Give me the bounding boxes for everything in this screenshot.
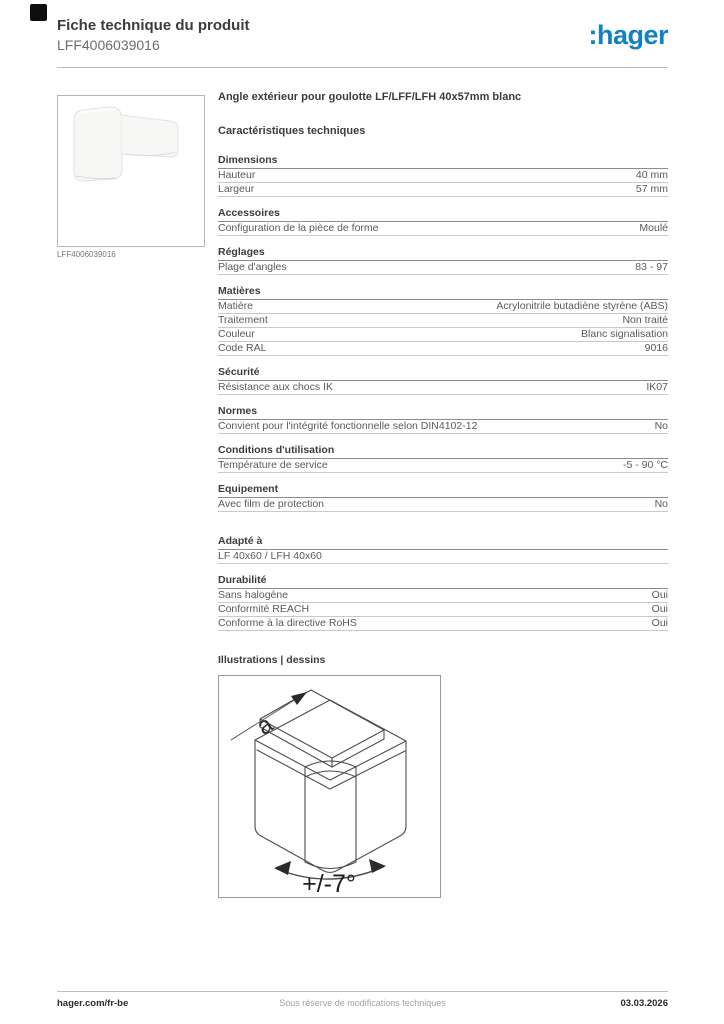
section-title: Caractéristiques techniques	[218, 125, 366, 137]
row-value: Non traité	[622, 314, 668, 326]
spec-row	[218, 420, 668, 434]
row-value: 83 - 97	[635, 261, 668, 273]
row-value: No	[654, 498, 668, 510]
row-label: Configuration de la pièce de forme	[218, 222, 379, 234]
spec-row	[218, 328, 668, 342]
footer-website: hager.com/fr-be	[57, 998, 129, 1009]
spec-row	[218, 183, 668, 197]
group-header: Durabilité	[218, 575, 668, 589]
row-value: IK07	[646, 381, 668, 393]
row-value: Acrylonitrile butadiène styrène (ABS)	[496, 300, 668, 312]
group-header: Matières	[218, 286, 668, 300]
specs-column	[218, 91, 668, 898]
row-label: Hauteur	[218, 169, 256, 181]
row-label: Conforme à la directive RoHS	[218, 617, 357, 629]
group-header: Accessoires	[218, 208, 668, 222]
spec-group	[218, 575, 668, 631]
corner-mark-icon	[30, 4, 47, 21]
product-photo	[57, 95, 205, 247]
spec-row	[218, 381, 668, 395]
product-title: Angle extérieur pour goulotte LF/LFF/LFH 40x57mm blanc	[218, 91, 522, 103]
row-label: Code RAL	[218, 342, 267, 354]
row-value: 40 mm	[635, 169, 668, 181]
illustrations-title: Illustrations | dessins	[218, 654, 326, 666]
spec-group	[218, 208, 668, 236]
row-label: Largeur	[218, 183, 255, 195]
row-label: Convient pour l'intégrité fonctionnelle selon DIN4102-12	[218, 420, 478, 432]
row-value: Blanc signalisation	[581, 328, 668, 340]
group-header: Réglages	[218, 247, 668, 261]
spec-group	[218, 155, 668, 197]
spec-group	[218, 484, 668, 512]
row-value: -5 - 90 °C	[622, 459, 668, 471]
spec-row	[218, 459, 668, 473]
illustration-box	[218, 675, 441, 898]
row-label: Avec film de protection	[218, 498, 325, 510]
row-label: LF 40x60 / LFH 40x60	[218, 550, 322, 562]
spec-group	[218, 367, 668, 395]
row-value: No	[654, 420, 668, 432]
spec-row	[218, 314, 668, 328]
footer-disclaimer: Sous réserve de modifications techniques	[279, 998, 446, 1008]
spec-group	[218, 445, 668, 473]
row-value: Oui	[651, 589, 668, 601]
row-label: Sans halogène	[218, 589, 289, 601]
product-reference: LFF4006039016	[57, 37, 160, 53]
spec-group	[218, 406, 668, 434]
spec-row	[218, 169, 668, 183]
group-header: Conditions d'utilisation	[218, 445, 668, 459]
row-label: Température de service	[218, 459, 328, 471]
row-label: Traitement	[218, 314, 268, 326]
row-label: Couleur	[218, 328, 255, 340]
row-value: 57 mm	[635, 183, 668, 195]
group-header: Equipement	[218, 484, 668, 498]
group-header: Normes	[218, 406, 668, 420]
spec-row	[218, 603, 668, 617]
row-value: Oui	[651, 617, 668, 629]
dimension-label: a	[251, 710, 278, 741]
hager-logo: :hager	[588, 20, 668, 50]
spec-row	[218, 589, 668, 603]
row-value: Moulé	[639, 222, 668, 234]
product-photo-drawing	[58, 96, 204, 246]
group-header: Adapté à	[218, 536, 668, 550]
spec-row	[218, 617, 668, 631]
spec-row	[218, 222, 668, 236]
row-value: 9016	[644, 342, 668, 354]
header-divider	[57, 67, 668, 68]
row-label: Matière	[218, 300, 254, 312]
row-label: Plage d'angles	[218, 261, 287, 273]
spec-group	[218, 286, 668, 356]
dimension-arrow-icon	[291, 692, 307, 705]
row-label: Conformité REACH	[218, 603, 310, 615]
spec-row	[218, 498, 668, 512]
angle-label: +/-7°	[302, 870, 356, 897]
spec-group	[218, 536, 668, 564]
spec-groups	[218, 155, 668, 631]
footer-date: 03.03.2026	[620, 998, 668, 1009]
corner-piece-drawing	[219, 676, 440, 897]
group-header: Dimensions	[218, 155, 668, 169]
spec-group	[218, 247, 668, 275]
product-photo-caption: LFF4006039016	[57, 250, 116, 259]
group-header: Sécurité	[218, 367, 668, 381]
row-label: Résistance aux chocs IK	[218, 381, 333, 393]
spec-row	[218, 342, 668, 356]
spec-row	[218, 261, 668, 275]
spec-row	[218, 300, 668, 314]
spec-row	[218, 550, 668, 564]
page-title: Fiche technique du produit	[57, 17, 250, 34]
row-value: Oui	[651, 603, 668, 615]
footer-divider	[57, 991, 668, 992]
footer	[57, 998, 668, 1009]
